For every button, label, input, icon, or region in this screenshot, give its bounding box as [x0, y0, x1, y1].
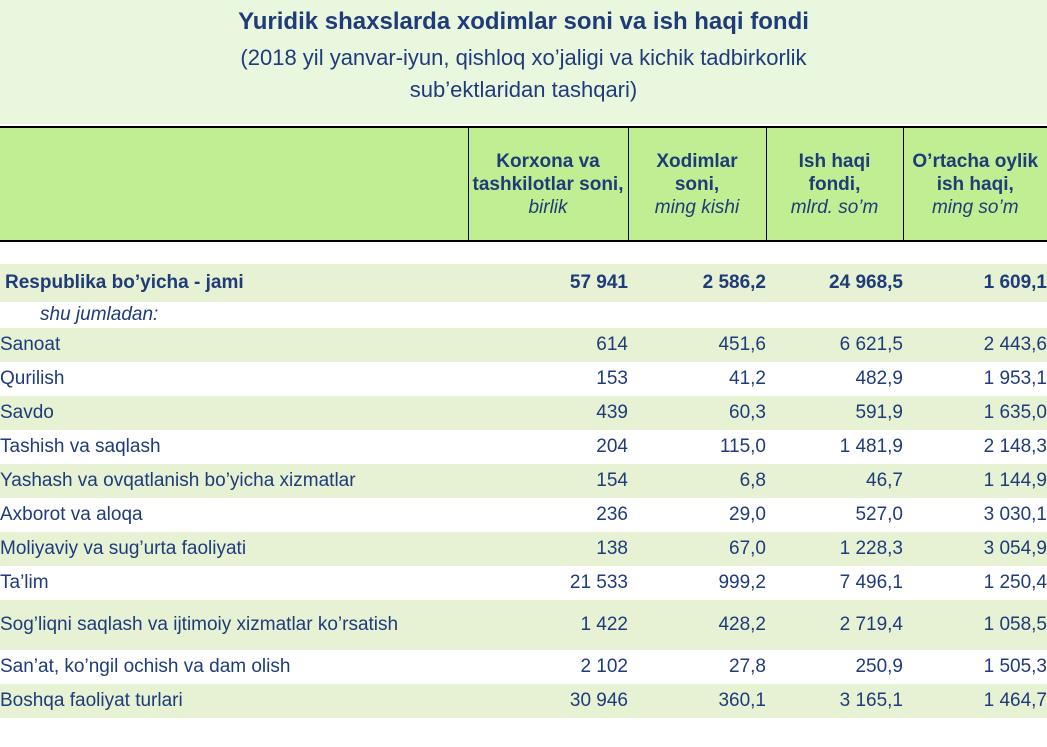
table-row [0, 532, 1047, 566]
table-row [0, 650, 1047, 684]
subheading-label: shu jumladan: [40, 304, 159, 325]
table-cell: 1 635,0 [903, 396, 1047, 430]
row-label: Tashish va saqlash [0, 436, 161, 457]
table-row [0, 464, 1047, 498]
row-label: Sanoat [0, 328, 468, 362]
subtitle-line-2: sub’ektlaridan tashqari) [409, 77, 638, 102]
table-cell: 3 030,1 [983, 504, 1047, 525]
row-label: Yashash va ovqatlanish bo’yicha xizmatlar [0, 464, 468, 498]
table-row [0, 396, 1047, 430]
table-cell: 67,0 [628, 532, 766, 566]
table-cell: 153 [596, 368, 628, 389]
subheading-row [0, 302, 1047, 328]
table-cell: 115,0 [719, 436, 766, 457]
table-cell: 451,6 [628, 328, 766, 362]
table-cell: 1 464,7 [903, 684, 1047, 718]
table-cell: 1 144,9 [903, 464, 1047, 498]
table-cell: 428,2 [628, 600, 766, 650]
row-label: Sog’liqni saqlash va ijtimoiy xizmatlar ko’rsatish [0, 600, 468, 650]
table-cell: 1 422 [468, 600, 628, 650]
row-label: Boshqa faoliyat turlari [0, 684, 468, 718]
table-cell: 2 148,3 [983, 436, 1047, 457]
table-cell: 154 [468, 464, 628, 498]
table-cell: 1 058,5 [903, 600, 1047, 650]
row-label: Qurilish [0, 368, 65, 389]
table-row [0, 498, 1047, 532]
table-cell: 250,9 [855, 656, 903, 677]
table-cell: 236 [596, 504, 628, 525]
table-cell: 1 250,4 [983, 572, 1047, 593]
row-label: Axborot va aloqa [0, 504, 143, 525]
column-header: Ish haqi fondi, mlrd. so’m [766, 127, 903, 241]
table-row [0, 328, 1047, 362]
table-row [0, 430, 1047, 464]
page-title: Yuridik shaxslarda xodimlar soni va ish haqi fondi [238, 8, 809, 35]
table-row [0, 684, 1047, 718]
table-cell: 7 496,1 [839, 572, 903, 593]
total-row [0, 264, 1047, 302]
row-label: Moliyaviy va sug’urta faoliyati [0, 532, 468, 566]
table-cell: 3 165,1 [766, 684, 903, 718]
table-cell: 1 953,1 [983, 368, 1047, 389]
subtitle-line-1: (2018 yil yanvar-iyun, qishloq xo’jaligi va kichik tadbirkorlik [240, 45, 807, 70]
table-cell: 57 941 [468, 264, 628, 302]
table-cell: 2 443,6 [903, 328, 1047, 362]
row-label: Respublika bo’yicha - jami [0, 264, 468, 302]
header-empty-cell [0, 127, 468, 241]
table-cell: 24 968,5 [766, 264, 903, 302]
table-cell: 29,0 [729, 504, 766, 525]
table-cell: 439 [468, 396, 628, 430]
table-cell: 27,8 [729, 656, 766, 677]
table-cell: 1 228,3 [766, 532, 903, 566]
table-cell: 204 [596, 436, 628, 457]
table-cell: 46,7 [766, 464, 903, 498]
table-row [0, 566, 1047, 600]
column-header: Xodimlar soni, ming kishi [628, 127, 766, 241]
table-cell: 360,1 [628, 684, 766, 718]
table-cell: 3 054,9 [903, 532, 1047, 566]
table-cell: 591,9 [766, 396, 903, 430]
column-header: Korxona va tashkilotlar soni, birlik [468, 127, 628, 241]
data-table [0, 126, 1047, 718]
table-cell: 527,0 [855, 504, 903, 525]
table-header-row [0, 127, 1047, 241]
table-cell: 999,2 [718, 572, 766, 593]
table-cell: 1 481,9 [839, 436, 903, 457]
table-cell: 2 102 [580, 656, 628, 677]
row-label: Ta’lim [0, 572, 49, 593]
table-cell: 1 609,1 [903, 264, 1047, 302]
row-label: San’at, ko’ngil ochish va dam olish [0, 656, 291, 677]
table-cell: 41,2 [729, 368, 766, 389]
spacer-row [0, 241, 1047, 264]
table-cell: 2 586,2 [628, 264, 766, 302]
table-cell: 138 [468, 532, 628, 566]
title-block [0, 0, 1047, 124]
table-cell: 1 505,3 [983, 656, 1047, 677]
table-cell: 482,9 [855, 368, 903, 389]
page-subtitle [0, 42, 1047, 106]
table-cell: 30 946 [468, 684, 628, 718]
table-row [0, 362, 1047, 396]
table-cell: 21 533 [569, 572, 628, 593]
table-cell: 614 [468, 328, 628, 362]
table-cell: 6,8 [628, 464, 766, 498]
table-row [0, 600, 1047, 650]
table-cell: 6 621,5 [766, 328, 903, 362]
table-cell: 60,3 [628, 396, 766, 430]
column-header: O’rtacha oylik ish haqi, ming so’m [903, 127, 1047, 241]
row-label: Savdo [0, 396, 468, 430]
table-cell: 2 719,4 [766, 600, 903, 650]
